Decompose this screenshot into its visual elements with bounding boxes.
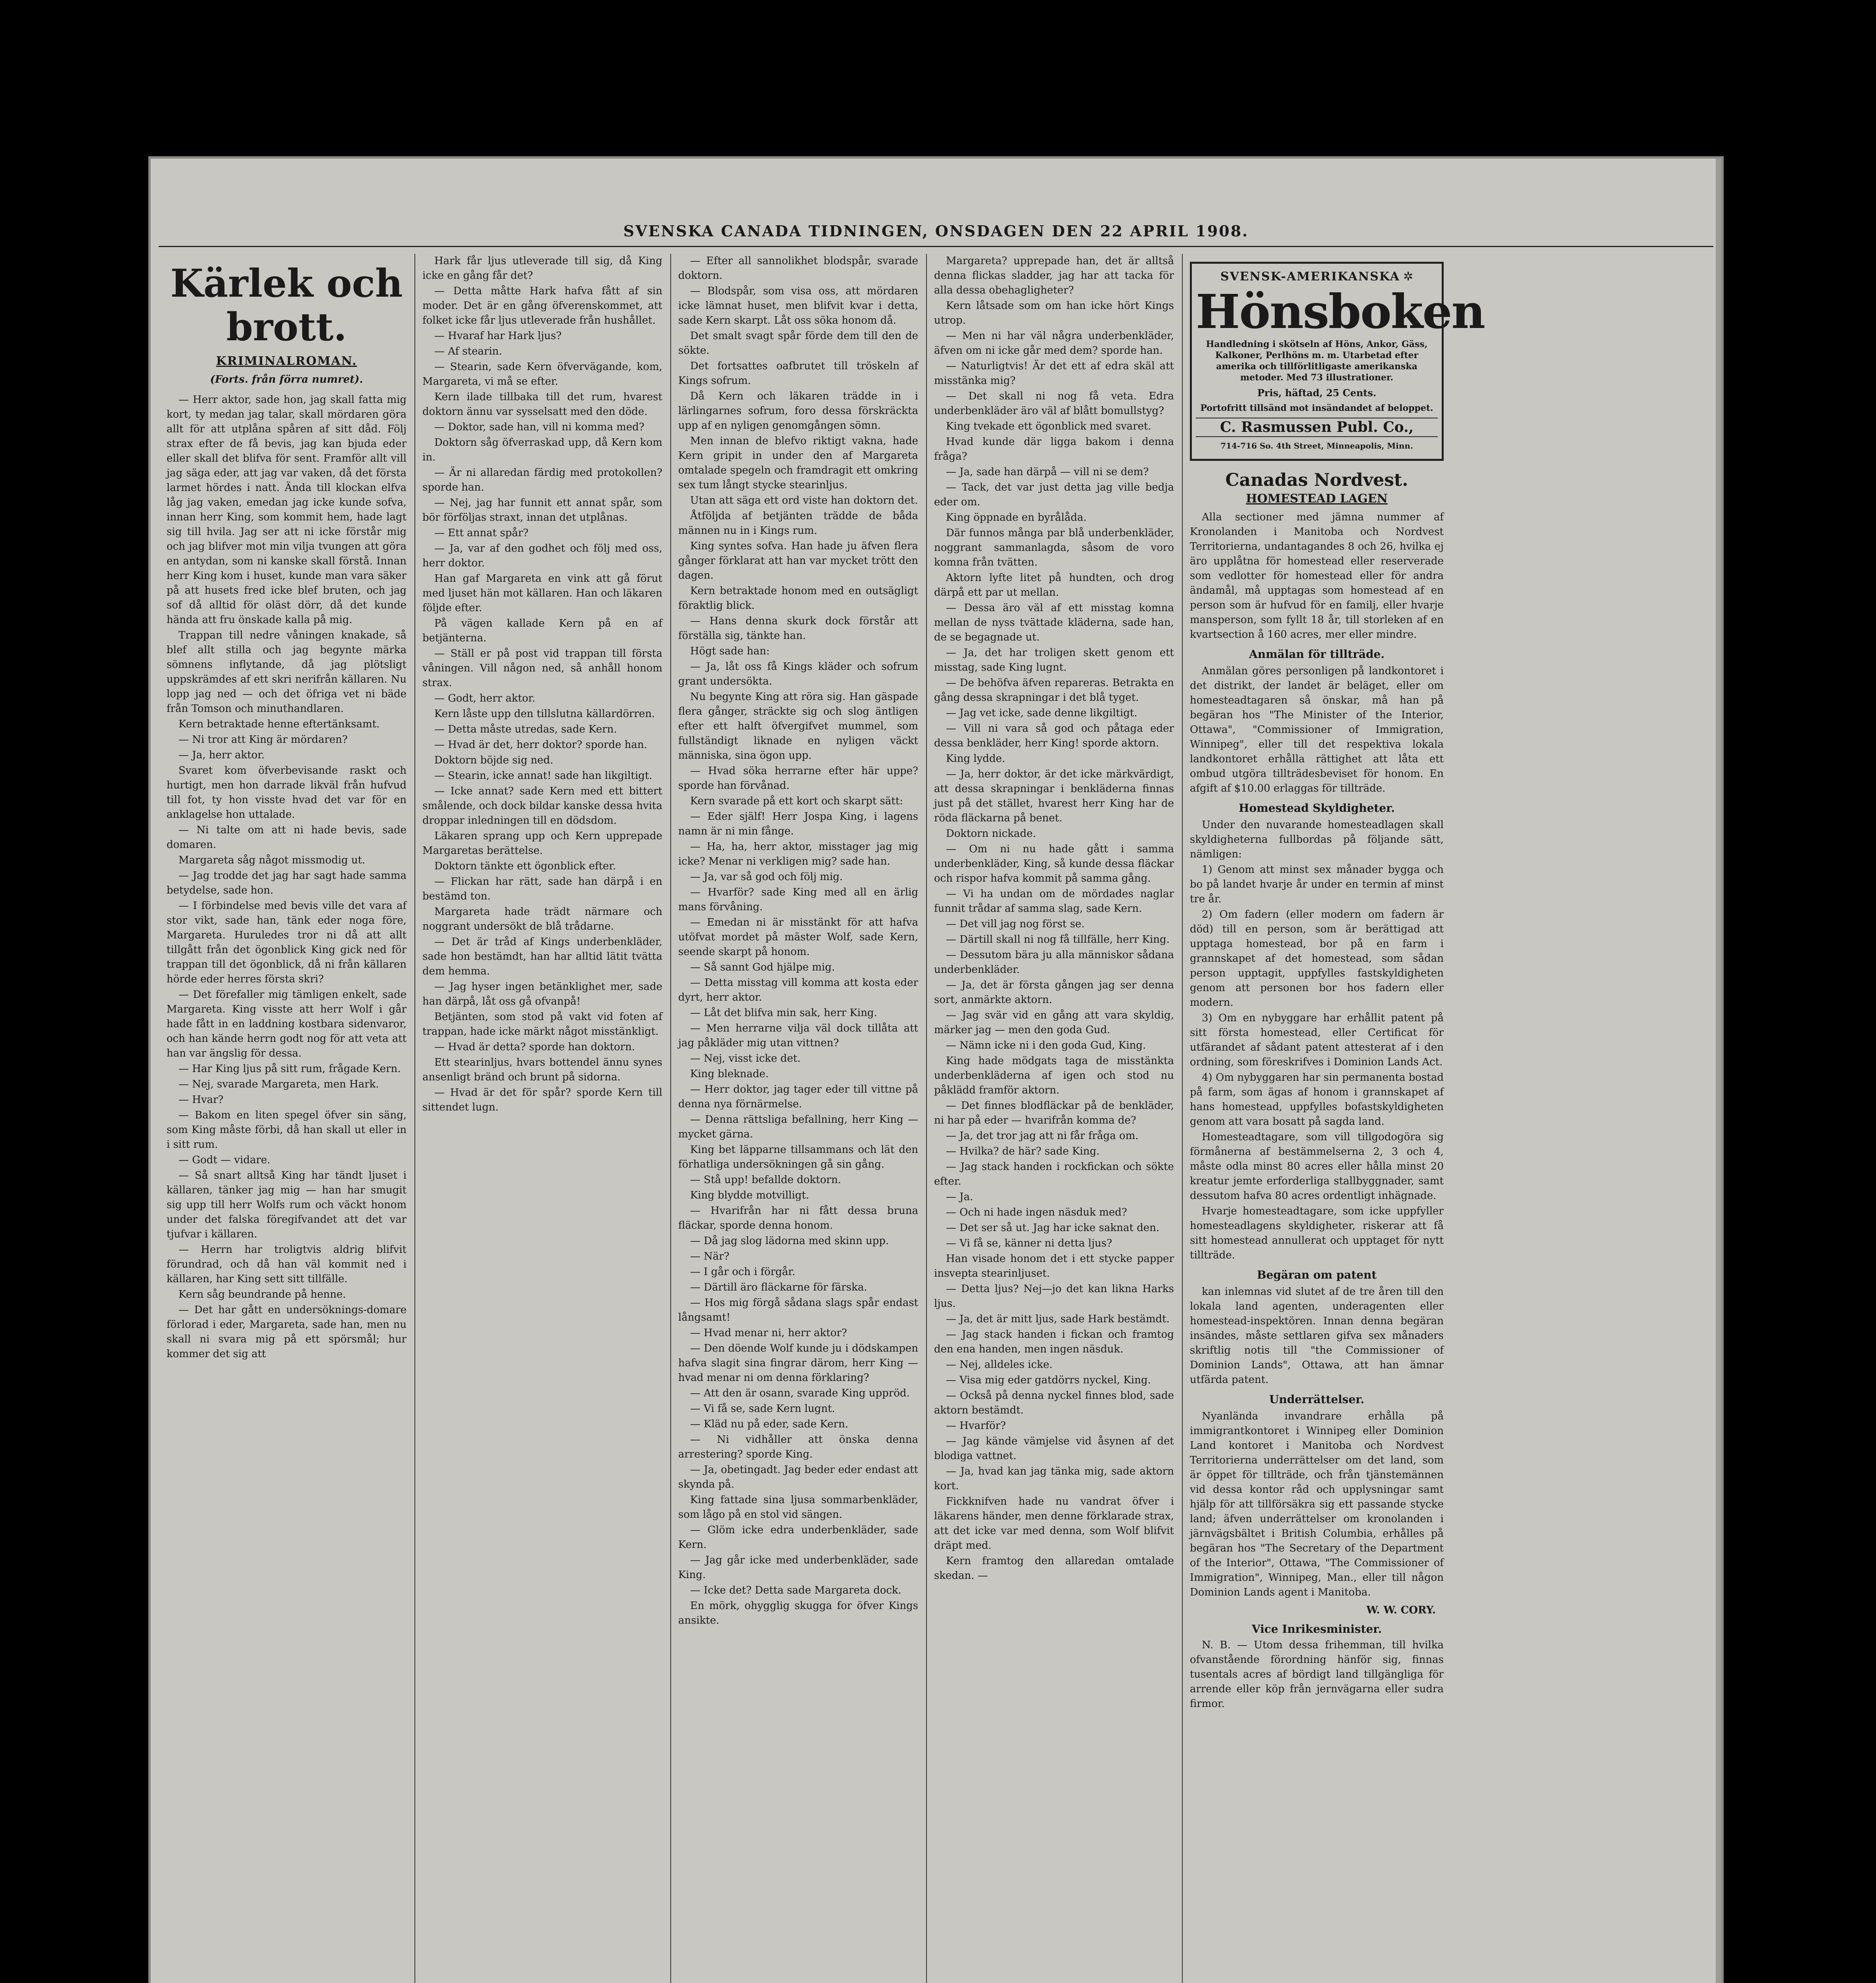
- paragraph: — Flickan har rätt, sade han därpå i en bestämd ton.: [422, 876, 662, 902]
- story-col2-body: [422, 254, 662, 1115]
- ad-brand: SVENSK-AMERIKANSKA: [1220, 270, 1400, 284]
- paragraph: — Också på denna nyckel finnes blod, sade aktorn bestämdt.: [934, 1390, 1174, 1416]
- ad-title: Hönsboken: [1196, 284, 1485, 339]
- paragraph: — Hvarför?: [946, 1420, 1006, 1432]
- paragraph: — Hvilka? de här? sade King.: [946, 1145, 1100, 1157]
- paragraph: — Ni tror att King är mördaren?: [178, 734, 348, 746]
- paragraph: — Och ni hade ingen näsduk med?: [946, 1206, 1127, 1218]
- ad-address: 714-716 So. 4th Street, Minneapolis, Minn.: [1220, 441, 1413, 451]
- paragraph: — Ja, det tror jag att ni får fråga om.: [946, 1130, 1139, 1142]
- paragraph: — Icke annat? sade Kern med ett bittert smålende, och dock bildar kanske dessa hvita droppar inledningen till en dödsdom.: [422, 785, 662, 827]
- signature: W. W. CORY.: [1366, 1604, 1436, 1616]
- paragraph: — Ja, sade han därpå — vill ni se dem?: [946, 466, 1149, 478]
- paragraph: Läkaren sprang upp och Kern upprepade Margaretas berättelse.: [422, 830, 662, 857]
- ad-note: Portofritt tillsänd mot insändandet af beloppet.: [1200, 403, 1433, 413]
- paragraph: — Det ser så ut. Jag har icke saknat den.: [946, 1222, 1160, 1234]
- paragraph: — Af stearin.: [434, 345, 502, 357]
- paragraph: — Godt — vidare.: [178, 1154, 270, 1166]
- paragraph: Hvad kunde där ligga bakom i denna fråga?: [934, 436, 1174, 462]
- paragraph: — Ni vidhåller att önska denna arrestering? sporde King.: [678, 1434, 918, 1460]
- paragraph: — Hvaraf har Hark ljus?: [434, 330, 562, 342]
- signature-title: Vice Inrikesminister.: [1251, 1622, 1382, 1636]
- paragraph: — Ha, ha, herr aktor, misstager jag mig icke? Menar ni verkligen mig? sade han.: [678, 841, 918, 867]
- hönsboken-advertisement: [1190, 262, 1485, 461]
- paragraph: — Det skall ni nog få veta. Edra underbenkläder äro väl af blått bomullstyg?: [934, 390, 1174, 417]
- paragraph: — Detta måtte Hark hafva fått af sin moder. Det är en gång öfverenskommet, att folket icke får ljus utleverade från hushållet.: [422, 285, 662, 326]
- paragraph: — Jag stack handen i rockfickan och sökte efter.: [934, 1161, 1174, 1187]
- masthead: SVENSKA CANADA TIDNINGEN, ONSDAGEN DEN 22 APRIL 1908.: [159, 222, 1713, 247]
- paragraph: — Herrn har troligtvis aldrig blifvit förundrad, och då han väl kommit ned i källaren, har King sett sitt tillfälle.: [167, 1244, 407, 1285]
- paragraph: Anmälan göres personligen på landkontoret i det distrikt, der landet är beläget, eller om homesteadtagaren så önskar, må han på begäran hos "The Minister of the Interior, Ottawa", "Commissioner of Immigration, Winnipeg", eller till det respektiva lokala landkontoret erhålla rättighet att låta ett ombud utgöra tillträdesbeviset för honom. En afgift af $10.00 erlaggas för tillträde.: [1190, 665, 1444, 794]
- section-title: Canadas Nordvest.: [1225, 470, 1408, 490]
- paragraph: — Ja, herr doktor, är det icke märkvärdigt, att dessa skrapningar i benkläderna finnas just på det stället, hvarest herr King har de röda fläckarna på benet.: [934, 768, 1174, 824]
- paragraph: — Detta misstag vill komma att kosta eder dyrt, herr aktor.: [678, 977, 918, 1003]
- ad-publisher: C. Rasmussen Publ. Co.,: [1196, 418, 1438, 437]
- paragraph: — Herr aktor, sade hon, jag skall fatta mig kort, ty medan jag talar, skall mördaren göra allt för att utplåna spåren af sitt dåd. Följ strax efter de få bevis, jag kan bjuda eder eller skall det blifva för sent. Framför allt vill jag säga eder, att jag var vaken, då det första larmet hördes i natt. Ända till klockan elfva låg jag vaken, emedan jag icke kunde sofva, innan herr King, som kommit hem, hade lagt sig till hvila. Jag ser att ni icke förstår mig och jag blifver mot min vilja tvungen att göra en antydan, som ni kanske skall förstå. Innan herr King kom i huset, kunde man vara säker på att husets fred icke blef bruten, och jag sof då alltid för oläst dörr, då det kunde hända att fru önskade kalla på mig.: [167, 394, 407, 626]
- paragraph: Han gaf Margareta en vink att gå förut med ljuset hän mot källaren. Han och läkaren följde efter.: [422, 573, 662, 614]
- paragraph: Svaret kom öfverbevisande raskt och hurtigt, men hon darrade likväl från hufvud till fot, ty hon visste hvad det var för en anklagelse hon uttalade.: [167, 765, 407, 821]
- paragraph: — Det förefaller mig tämligen enkelt, sade Margareta. King visste att herr Wolf i går hade fått in en laddning kostbara sidenvaror, och han kände herrn godt nog för att veta att han var ängslig för dessa.: [167, 989, 407, 1059]
- paragraph: Under den nuvarande homesteadlagen skall skyldigheterna fullbordas på följande sätt, nämligen:: [1190, 819, 1444, 860]
- paragraph: — Låt det blifva min sak, herr King.: [690, 1007, 877, 1019]
- paragraph: — Jag svär vid en gång att vara skyldig, märker jag — men den goda Gud.: [934, 1009, 1174, 1036]
- paragraph: — Om ni nu hade gått i samma underbenkläder, King, så kunde dessa fläckar och rispor hafva kommit på samma gång.: [934, 843, 1174, 884]
- paragraph: Då Kern och läkaren trädde in i lärlingarnes sofrum, foro dessa förskräckta upp af en nyligen genomgången sömn.: [678, 390, 918, 432]
- paragraph: — Doktor, sade han, vill ni komma med?: [434, 421, 645, 433]
- paragraph: — De behöfva äfven repareras. Betrakta en gång dessa skrapningar i det blå tyget.: [934, 677, 1174, 704]
- paragraph: — Därtill skall ni nog få tillfälle, herr King.: [946, 934, 1170, 945]
- paragraph: Utan att säga ett ord viste han doktorn det.: [690, 495, 918, 506]
- paragraph: — Hvad söka herrarne efter här uppe? sporde han förvånad.: [678, 765, 918, 792]
- paragraph: Doktorn nickade.: [946, 828, 1036, 840]
- paragraph: — Stearin, icke annat! sade han likgiltigt.: [434, 770, 652, 782]
- paragraph: — Hvad är detta? sporde han doktorn.: [434, 1041, 635, 1053]
- paragraph: — Godt, herr aktor.: [434, 692, 535, 704]
- paragraph: Kern såg beundrande på henne.: [178, 1289, 346, 1300]
- page-edge: [1716, 159, 1721, 1983]
- paragraph: — När?: [690, 1250, 729, 1262]
- paragraph: King blydde motvilligt.: [690, 1189, 809, 1201]
- paragraph: Nu begynte King att röra sig. Han gäspade flera gånger, sträckte sig och slog äntligen efter ett halft öfvergifvet mummel, som fullständigt liknade en nyligen väckt människa, sina ögon upp.: [678, 691, 918, 761]
- paragraph: — Ja, det är första gången jag ser denna sort, anmärkte aktorn.: [934, 979, 1174, 1006]
- column-2: [422, 254, 662, 1983]
- paragraph: — Detta ljus? Nej—jo det kan likna Harks ljus.: [934, 1283, 1174, 1310]
- paragraph: — Jag går icke med underbenkläder, sade King.: [678, 1554, 918, 1581]
- paragraph: — Icke det? Detta sade Margareta dock.: [690, 1584, 902, 1596]
- paragraph: Han visade honom det i ett stycke papper insvepta stearinljuset.: [934, 1253, 1174, 1279]
- paragraph: — Stå upp! befallde doktorn.: [690, 1174, 841, 1186]
- subheading: Begäran om patent: [1256, 1268, 1377, 1281]
- paragraph: — Stearin, sade Kern öfvervägande, kom, Margareta, vi må se efter.: [422, 361, 662, 387]
- paragraph: — Hans denna skurk dock förstår att förställa sig, tänkte han.: [678, 615, 918, 642]
- paragraph: — Det finnes blodfläckar på de benkläder, ni har på eder — hvarifrån komma de?: [934, 1100, 1174, 1126]
- paragraph: — Då jag slog lädorna med skinn upp.: [690, 1235, 889, 1247]
- paragraph: King bleknade.: [690, 1068, 769, 1080]
- paragraph: 4) Om nybyggaren har sin permanenta bostad på farm, som ägas af honom i grannskapet af hans homestead, uppfylles bofastskyldigheten genom att vara bosatt på sagda land.: [1190, 1072, 1444, 1128]
- paragraph: — Hvarför? sade King med all en ärlig mans förvåning.: [678, 886, 918, 913]
- paragraph: — Ja, var af den godhet och följ med oss, herr doktor.: [422, 543, 662, 569]
- paragraph: Kern betraktade honom med en outsägligt föraktlig blick.: [678, 585, 918, 612]
- paragraph: — Jag trodde det jag har sagt hade samma betydelse, sade hon.: [167, 870, 407, 896]
- paragraph: — Hvad är det, herr doktor? sporde han.: [434, 739, 647, 751]
- paragraph: King fattade sina ljusa sommarbenkläder, som lågo på en stol vid sängen.: [678, 1494, 918, 1521]
- paragraph: 1) Genom att minst sex månader bygga och bo på landet hvarje år under en termin af minst tre år.: [1190, 864, 1444, 905]
- paragraph: King lydde.: [946, 753, 1005, 765]
- paragraph: — Ja, var så god och följ mig.: [690, 871, 843, 883]
- paragraph: — Ja, det är mitt ljus, sade Hark bestämdt.: [946, 1313, 1170, 1325]
- paragraph: Åtföljda af betjänten trädde de båda männen nu in i Kings rum.: [678, 510, 918, 537]
- paragraph: — Ni talte om att ni hade bevis, sade domaren.: [167, 824, 407, 851]
- paragraph: — Nej, alldeles icke.: [946, 1359, 1053, 1371]
- paragraph: — Har King ljus på sitt rum, frågade Kern.: [178, 1063, 401, 1075]
- paragraph: Aktorn lyfte litet på hundten, och drog därpå ett par ut mellan.: [934, 572, 1174, 598]
- newspaper-sheet: [151, 159, 1721, 1983]
- paragraph: Homesteadtagare, som vill tillgodogöra sig förmånerna af bestämmelserna 2, 3 och 4, måste odla minst 80 acres eller hålla minst 20 kreatur jemte erforderliga stallbyggnader, samt dessutom hafva 80 acres ordentligt inhägnade.: [1190, 1131, 1444, 1202]
- paragraph: Margareta såg något missmodig ut.: [178, 854, 366, 866]
- paragraph: kan inlemnas vid slutet af de tre åren till den lokala land agenten, underagenten eller homestead-inspektören. Innan denna begäran insändes, måste settlaren gifva sex månaders skriftlig notis till "the Commissioner of Dominion Lands", Ottawa, att han ämnar utfärda patent.: [1190, 1286, 1444, 1386]
- paragraph: Kern betraktade henne eftertänksamt.: [178, 718, 380, 730]
- paragraph: Högt sade han:: [690, 645, 770, 657]
- paragraph: — Ja, herr aktor.: [178, 749, 265, 761]
- paragraph: — Ja, låt oss få Kings kläder och sofrum grant undersökta.: [678, 661, 918, 687]
- paragraph: — Bakom en liten spegel öfver sin säng, som King måste förbi, då han skall ut eller in i sitt rum.: [167, 1109, 407, 1151]
- paragraph: — Jag vet icke, sade denne likgiltigt.: [946, 707, 1137, 719]
- subheading: Anmälan för tillträde.: [1249, 648, 1385, 661]
- paragraph: — Ja.: [946, 1191, 973, 1203]
- paragraph: — Dessa äro väl af ett misstag komna mellan de nyss tvättade kläderna, sade han, de se begagnade ut.: [934, 602, 1174, 643]
- ad-price: Pris, häftad, 25 Cents.: [1257, 387, 1376, 399]
- paragraph: Hvarje homesteadtagare, som icke uppfyller homesteadlagens skyldigheter, riskerar att få sitt homestead annullerat och upptaget för nytt tillträde.: [1190, 1205, 1444, 1261]
- star-icon: ✲: [1403, 270, 1414, 284]
- paragraph: 3) Om en nybyggare har erhållit patent på sitt första homestead, eller Certificat för utfärandet af sådant patent attesterat af i den ordning, som föreskrifves i Dominion Lands Act.: [1190, 1012, 1444, 1068]
- paragraph: King bet läpparne tillsammans och lät den förhatliga undersökningen gå sin gång.: [678, 1144, 918, 1170]
- paragraph: — Hvad är det för spår? sporde Kern till sittendet lugn.: [422, 1087, 662, 1113]
- paragraph: — Efter all sannolikhet blodspår, svarade doktorn.: [678, 255, 918, 282]
- paragraph: — Det är tråd af Kings underbenkläder, sade hon bestämdt, han har alltid lätit tvätta dem hemma.: [422, 936, 662, 977]
- paragraph: — Herr doktor, jag tager eder till vittne på denna nya förnärmelse.: [678, 1084, 918, 1110]
- paragraph: — Det har gått en undersöknings-domare förlorad i eder, Margareta, sade han, men nu skall ni svara mig på ett spörsmål; hur kommer det sig att: [167, 1304, 407, 1360]
- column-4: [934, 254, 1174, 1983]
- paragraph: — Nej, visst icke det.: [690, 1053, 801, 1064]
- paragraph: — Vill ni vara så god och påtaga eder dessa benkläder, herr King! sporde aktorn.: [934, 723, 1174, 749]
- paragraph: — Att den är osann, svarade King uppröd.: [690, 1387, 910, 1399]
- paragraph: — Nämn icke ni i den goda Gud, King.: [946, 1039, 1146, 1051]
- paragraph: Betjänten, som stod på vakt vid foten af trappan, hade icke märkt något misstänkligt.: [422, 1011, 662, 1038]
- paragraph: Det fortsattes oafbrutet till tröskeln af Kings sofrum.: [678, 360, 918, 387]
- paragraph: — Ja, det har troligen skett genom ett misstag, sade King lugnt.: [934, 647, 1174, 673]
- paragraph: — Kläd nu på eder, sade Kern.: [690, 1418, 848, 1430]
- paragraph: — Hos mig förgå sådana slags spår endast långsamt!: [678, 1297, 918, 1323]
- paragraph: N. B. — Utom dessa frihemman, till hvilka ofvanstående förordning hänför sig, finnas tusentals acres af bördigt land tillgängliga för arrende eller köp från jernvägarna eller sudra firmor.: [1190, 1639, 1444, 1710]
- paragraph: — Är ni allaredan färdig med protokollen? sporde han.: [422, 467, 662, 493]
- paragraph: — Men ni har väl några underbenkläder, äfven om ni icke går med dem? sporde han.: [934, 330, 1174, 357]
- paragraph: — I går och i förgår.: [690, 1266, 796, 1278]
- paragraph: — Naturligtvis! Är det ett af edra skäl att misstänka mig?: [934, 360, 1174, 387]
- paragraph: Doktorn tänkte ett ögonblick efter.: [434, 860, 616, 872]
- paragraph: — Visa mig eder gatdörrs nyckel, King.: [946, 1374, 1151, 1386]
- newspaper-page: [159, 222, 1713, 1983]
- paragraph: — Det vill jag nog först se.: [946, 918, 1085, 930]
- paragraph: King hade mödgats taga de misstänkta underbenkläderna af igen och stod nu påklädd framför aktorn.: [934, 1055, 1174, 1096]
- paragraph: — Så sannt God hjälpe mig.: [690, 961, 835, 973]
- section-subtitle: HOMESTEAD LAGEN: [1246, 492, 1388, 506]
- paragraph: På vägen kallade Kern på en af betjänterna.: [422, 618, 662, 644]
- paragraph: Men innan de blefvo riktigt vakna, hade Kern gripit in under den af Margareta omtalade spegeln och framdragit ett omkring sex tum långt stycke stearinljus.: [678, 435, 918, 491]
- paragraph: — Nej, jag har funnit ett annat spår, som bör förföljas straxt, innan det utplånas.: [422, 497, 662, 524]
- paragraph: Nyanlända invandrare erhålla på immigrantkontoret i Winnipeg eller Dominion Land kontoret i Manitoba och Nordvest Territorierna underrättelser om det land, som är öppet för tillträde, och från tjänstemännen vid dessa kontor råd och upplysningar samt hjälp för att tillförsäkra sig ett passande stycke land; äfven underrättelser om kronolanden i järnvägsbältet i British Columbia, erhålles på begäran hos "The Secretary of the Department of the Interior", Ottawa, "The Commissioner of Immigration", Winnipeg, Man., eller till någon Dominion Lands agent i Manitoba.: [1190, 1410, 1444, 1598]
- paragraph: — Hvad menar ni, herr aktor?: [690, 1327, 847, 1339]
- paragraph: — Ja, hvad kan jag tänka mig, sade aktorn kort.: [934, 1465, 1174, 1492]
- column-3: [678, 254, 918, 1983]
- paragraph: — I förbindelse med bevis ville det vara af stor vikt, sade han, tänk eder noga före, Margareta. Huruledes tror ni då att allt tillgått från det ögonblick King gick ned för trappan till det ögonblick, då ni från källaren hörde eder herres första skri?: [167, 900, 407, 985]
- paragraph: King syntes sofva. Han hade ju äfven flera gånger förklarat att han var mycket trött den dagen.: [678, 540, 918, 581]
- paragraph: — Den döende Wolf kunde ju i dödskampen hafva slagit sina fingrar därom, herr King — hvad menar ni om denna förklaring?: [678, 1342, 918, 1384]
- paragraph: — Denna rättsliga befallning, herr King — mycket gärna.: [678, 1114, 918, 1140]
- paragraph: 2) Om fadern (eller modern om fadern är död) till en person, som är berättigad att upptaga homestead, bor på en farm i grannskapet af det homestead, som sådan person upptagit, uppfylles fastskyldigheten genom att personen bor hos fadern eller modern.: [1190, 909, 1444, 1009]
- paragraph: — Därtill äro fläckarne för färska.: [690, 1281, 867, 1293]
- column-5: [1190, 254, 1485, 1983]
- paragraph: — Tack, det var just detta jag ville bedja eder om.: [934, 481, 1174, 508]
- story-kicker: KRIMINALROMAN.: [216, 354, 357, 368]
- story-col3-body: [678, 254, 918, 1628]
- paragraph: — Jag kände vämjelse vid åsynen af det blodiga vattnet.: [934, 1435, 1174, 1462]
- paragraph: — Vi få se, sade Kern lugnt.: [690, 1403, 835, 1415]
- column-rule: [670, 254, 671, 1983]
- paragraph: Hark får ljus utleverade till sig, då King icke en gång får det?: [422, 255, 662, 282]
- column-rule: [414, 254, 415, 1983]
- paragraph: Margareta hade trädt närmare och noggrant undersökt de blå trådarne.: [422, 906, 662, 932]
- story-title: Kärlek och brott.: [170, 261, 403, 349]
- paragraph: — Ställ er på post vid trappan till första våningen. Vill någon ned, så anhåll honom strax.: [422, 648, 662, 689]
- paragraph: Trappan till nedre våningen knakade, så blef allt stilla och jag begynte märka sömnens inflytande, då jag plötsligt uppskrämdes af ett skri nerifrån källaren. Nu lopp jag ned — och det öfriga vet ni bäde från Tomson och minuthandlaren.: [167, 629, 407, 715]
- story-col1-body: [167, 393, 407, 1362]
- paragraph: — Dessutom bära ju alla människor sådana underbenkläder.: [934, 949, 1174, 976]
- paragraph: — Hvar?: [178, 1094, 224, 1106]
- paragraph: — Hvarifrån har ni fått dessa bruna fläckar, sporde denna honom.: [678, 1205, 918, 1231]
- paragraph: — Blodspår, som visa oss, att mördaren icke lämnat huset, men blifvit kvar i detta, sade Kern skarpt. Låt oss söka honom då.: [678, 285, 918, 326]
- ad-description: Handledning i skötseln af Höns, Ankor, Gäss, Kalkoner, Perlhöns m. m. Utarbetad efter amerika och tillförlitligaste amerikanska metoder. Med 73 illustrationer.: [1206, 339, 1428, 383]
- paragraph: — Nej, svarade Margareta, men Hark.: [178, 1078, 379, 1090]
- paragraph: Kern ilade tillbaka till det rum, hvarest doktorn ännu var sysselsatt med den döde.: [422, 391, 662, 418]
- paragraph: — Vi få se, känner ni detta ljus?: [946, 1237, 1113, 1249]
- column-rule: [926, 254, 927, 1983]
- paragraph: — Eder själf! Herr Jospa King, i lagens namn är ni min fånge.: [678, 811, 918, 837]
- paragraph: — Vi ha undan om de mördades naglar funnit trådar af samma slag, sade Kern.: [934, 888, 1174, 915]
- paragraph: Margareta? upprepade han, det är alltså denna flickas sladder, jag har att tacka för alla dessa obehagligheter?: [934, 255, 1174, 296]
- paragraph: — Så snart alltså King har tändt ljuset i källaren, tänker jag mig — han har smugit sig upp till herr Wolfs rum och väckt honom under det falska föregifvandet att det var tjufvar i källaren.: [167, 1170, 407, 1240]
- paragraph: Ett stearinljus, hvars bottendel ännu synes ansenligt bränd och brunt på sidorna.: [422, 1057, 662, 1083]
- paragraph: Där funnos många par blå underbenkläder, noggrant sammanlagda, såsom de voro komna från tvätten.: [934, 527, 1174, 568]
- paragraph: — Emedan ni är misstänkt för att hafva utöfvat mordet på mäster Wolf, sade Kern, seende skarpt på honom.: [678, 917, 918, 958]
- paragraph: Fickknifven hade nu vandrat öfver i läkarens händer, men denne förklarade strax, att det icke var med denna, som Wolf blifvit dräpt med.: [934, 1496, 1174, 1551]
- paragraph: Alla sectioner med jämna nummer af Kronolanden i Manitoba och Nordvest Territorierna, undantagandes 8 och 26, hvilka ej äro upplåtna för homestead eller reserverade som vedlotter för homestead eller för andra ändamål, må upptagas som homestead af en person som är hufvud för en familj, eller hvarje mansperson, som fyllt 18 år, till storleken af en kvartsection å 160 acres, mer eller mindre.: [1190, 511, 1444, 641]
- subheading: Underrättelser.: [1269, 1393, 1364, 1406]
- paragraph: — Men herrarne vilja väl dock tillåta att jag påkläder mig utan vittnen?: [678, 1022, 918, 1049]
- paragraph: King tvekade ett ögonblick med svaret.: [946, 420, 1151, 432]
- paragraph: Det smalt svagt spår förde dem till den de sökte.: [678, 330, 918, 357]
- paragraph: — Ja, obetingadt. Jag beder eder endast att skynda på.: [678, 1464, 918, 1490]
- paragraph: Kern låtsade som om han icke hört Kings utrop.: [934, 300, 1174, 326]
- story-col4-body: [934, 254, 1174, 1583]
- paragraph: King öppnade en byrålåda.: [946, 512, 1087, 524]
- column-1: [167, 254, 407, 1983]
- paragraph: Kern låste upp den tillslutna källardörren.: [434, 708, 655, 720]
- paragraph: Doktorn böjde sig ned.: [434, 754, 554, 766]
- paragraph: — Ett annat spår?: [434, 527, 529, 539]
- continued-note: (Forts. från förra numret).: [210, 374, 363, 385]
- paragraph: — Jag hyser ingen betänklighet mer, sade han därpå, låt oss gå ofvanpå!: [422, 981, 662, 1007]
- paragraph: Kern svarade på ett kort och skarpt sätt:: [690, 795, 903, 807]
- paragraph: — Jag stack handen i fickan och framtog den ena handen, men ingen näsduk.: [934, 1329, 1174, 1355]
- column-rule: [1182, 254, 1183, 1983]
- paragraph: Doktorn såg öfverraskad upp, då Kern kom in.: [422, 437, 662, 463]
- paragraph: — Glöm icke edra underbenkläder, sade Kern.: [678, 1524, 918, 1551]
- paragraph: — Detta måste utredas, sade Kern.: [434, 723, 617, 735]
- subheading: Homestead Skyldigheter.: [1239, 802, 1395, 815]
- paragraph: Kern framtog den allaredan omtalade skedan. —: [934, 1555, 1174, 1582]
- paragraph: En mörk, ohygglig skugga for öfver Kings ansikte.: [678, 1600, 918, 1626]
